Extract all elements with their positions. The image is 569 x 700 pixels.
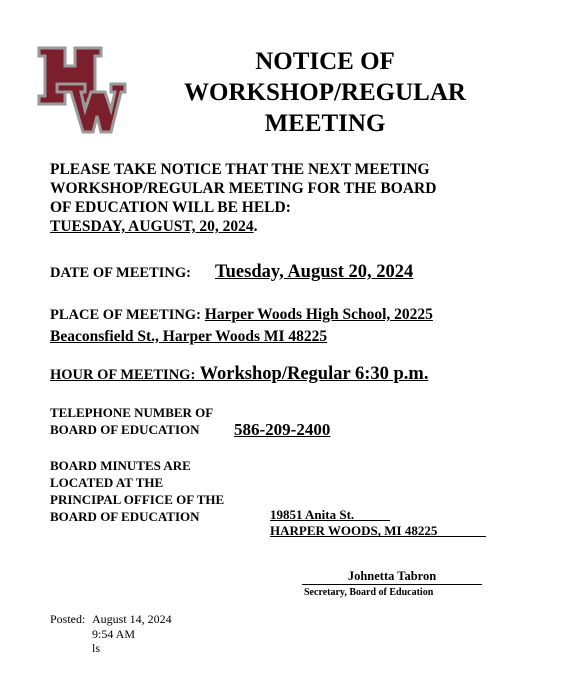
telephone-value: 586-209-2400 [234,420,331,439]
notice-line-3: OF EDUCATION WILL BE HELD: [50,199,291,216]
logo-letter-w [57,84,125,132]
signature-title: Secretary, Board of Education [304,587,434,598]
posted-time: 9:54 AM [92,627,136,641]
place-of-meeting-row [50,304,530,348]
place-of-meeting-label: PLACE OF MEETING: [50,307,201,323]
notice-line-1: PLEASE TAKE NOTICE THAT THE NEXT MEETING [50,161,430,178]
title-line-2: WORKSHOP/REGULAR [184,79,466,106]
notice-date-line [50,217,530,236]
place-of-meeting-value-line1: Harper Woods High School, 20225 [204,306,433,323]
minutes-label-line-3: PRINCIPAL OFFICE OF THE [50,492,225,507]
minutes-label-line-1: BOARD MINUTES ARE [50,458,191,473]
telephone-label-line-2: BOARD OF EDUCATION [50,422,200,437]
minutes-label-line-2: LOCATED AT THE [50,475,164,490]
posted-label: Posted: [50,612,86,626]
telephone-label [50,404,250,438]
hw-logo [35,44,127,136]
hour-of-meeting-row [50,364,530,385]
minutes-label-line-4: BOARD OF EDUCATION [50,509,200,524]
notice-line-2: WORKSHOP/REGULAR MEETING FOR THE BOARD [50,180,437,197]
signature-name: Johnetta Tabron [347,569,437,583]
minutes-address-line-2: HARPER WOODS, MI 48225 [270,523,438,538]
page-title [150,46,500,139]
telephone-label-line-1: TELEPHONE NUMBER OF [50,405,214,420]
posted-date: August 14, 2024 [92,612,172,626]
signature-line [302,584,482,585]
date-of-meeting-value: Tuesday, August 20, 2024 [214,262,414,282]
place-of-meeting-value-line2: Beaconsfield St., Harper Woods MI 48225 [50,328,328,345]
date-of-meeting-row [50,262,530,283]
title-line-1: NOTICE OF [255,48,395,75]
hour-of-meeting-label: HOUR OF MEETING: [50,367,196,383]
posted-initials: ls [92,641,101,655]
notice-date-period: . [253,218,258,235]
hour-of-meeting-value: Workshop/Regular 6:30 p.m. [195,364,429,384]
notice-paragraph [50,160,530,236]
minutes-label [50,457,260,525]
minutes-address-line-1: 19851 Anita St. [270,507,355,522]
date-of-meeting-label: DATE OF MEETING: [50,265,191,281]
address-underline-2 [270,536,486,537]
notice-date: TUESDAY, AUGUST, 20, 2024 [50,218,254,235]
title-line-3: MEETING [264,110,386,137]
address-underline-1 [270,520,390,521]
